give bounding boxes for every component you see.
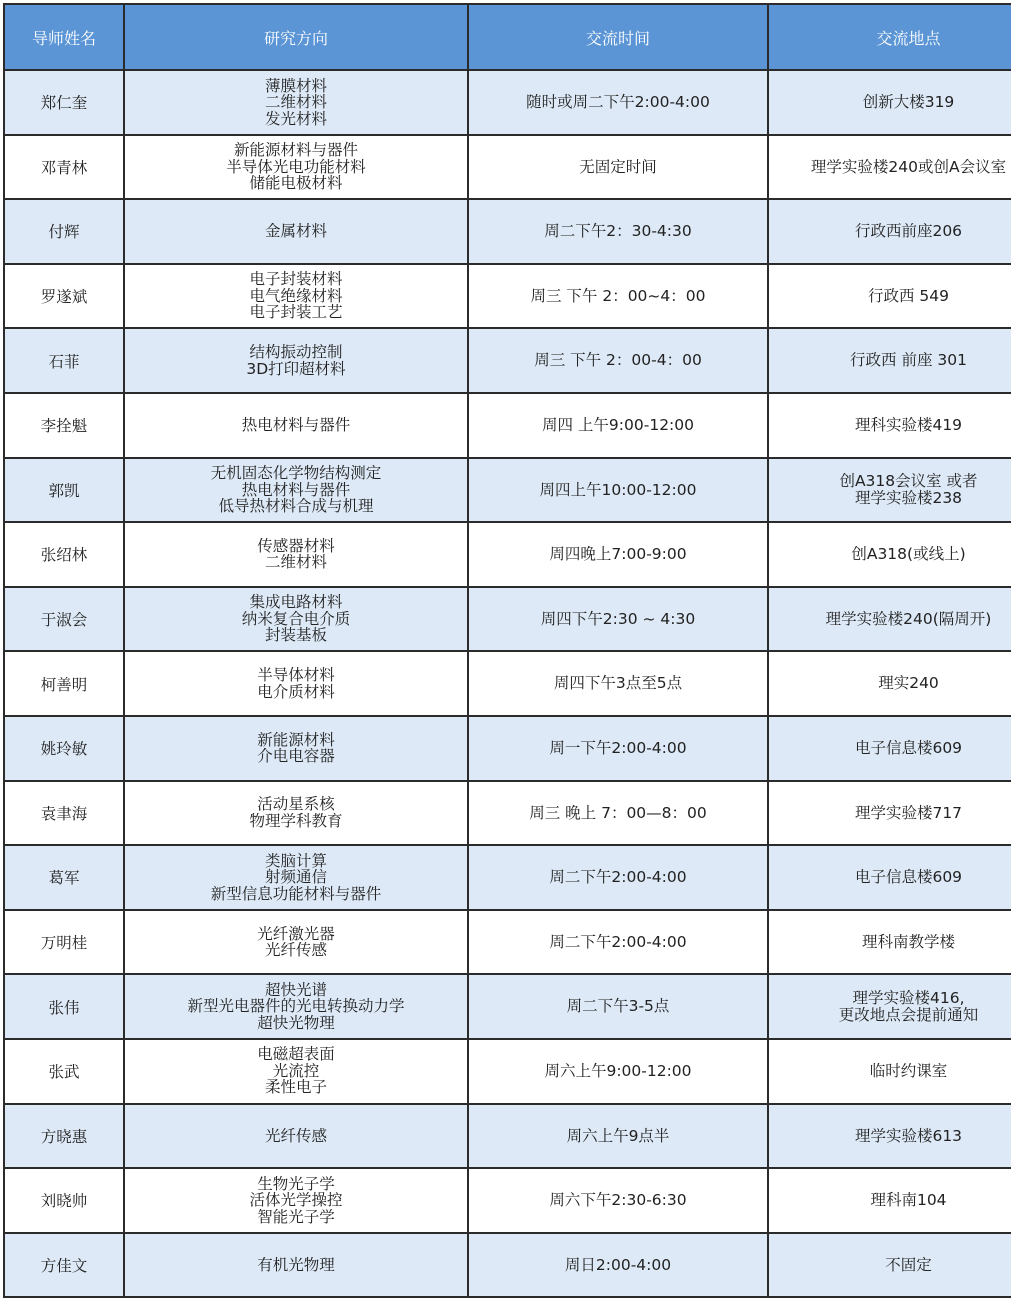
- advisor-name-cell: 袁聿海: [4, 781, 124, 846]
- meeting-place-cell-lines: [773, 1128, 1011, 1145]
- meeting-place-cell: [768, 781, 1011, 846]
- research-field-line: 超快光物理: [257, 1013, 335, 1032]
- research-field-cell: [124, 974, 468, 1039]
- research-field-line: 类脑计算: [264, 851, 327, 870]
- research-field-line: 智能光子学: [257, 1207, 335, 1226]
- research-field-cell-lines: [129, 796, 463, 829]
- meeting-time-line: 随时或周二下午2:00-4:00: [526, 93, 710, 112]
- meeting-place-line: 电子信息楼609: [854, 738, 963, 757]
- research-field-cell: [124, 522, 468, 587]
- research-field-cell-lines: [129, 344, 463, 377]
- meeting-time-line: 周一下午2:00-4:00: [549, 738, 687, 757]
- research-field-line: 集成电路材料: [249, 593, 343, 612]
- advisor-name-cell: 姚玲敏: [4, 716, 124, 781]
- meeting-time-cell-lines: [473, 1128, 763, 1145]
- meeting-place-cell-lines: [773, 159, 1011, 176]
- meeting-time-line: 周六下午2:30-6:30: [549, 1191, 687, 1210]
- meeting-place-cell-lines: [773, 417, 1011, 434]
- advisor-name-cell: 方晓惠: [4, 1104, 124, 1169]
- research-field-line: 薄膜材料: [264, 76, 327, 95]
- table-row: [4, 974, 1011, 1039]
- research-field-line: 超快光谱: [264, 980, 327, 999]
- meeting-place-line: 理学实验楼240或创A会议室: [810, 157, 1007, 176]
- meeting-time-cell: [468, 522, 768, 587]
- meeting-place-cell: [768, 974, 1011, 1039]
- meeting-place-cell: [768, 328, 1011, 393]
- meeting-time-line: 周四下午2:30 ~ 4:30: [540, 609, 696, 628]
- research-field-cell-lines: [129, 594, 463, 644]
- advisor-name-cell: 郑仁奎: [4, 70, 124, 135]
- advisor-name-cell: 张绍林: [4, 522, 124, 587]
- research-field-cell-lines: [129, 1176, 463, 1226]
- meeting-time-cell: [468, 1039, 768, 1104]
- advisor-name-cell: 张武: [4, 1039, 124, 1104]
- advisor-name-cell: 李拴魁: [4, 393, 124, 458]
- research-field-line: 新能源材料与器件: [233, 141, 358, 160]
- research-field-cell-lines: [129, 853, 463, 903]
- advisor-name-cell: 郭凯: [4, 458, 124, 523]
- table-body: [4, 70, 1011, 1297]
- meeting-time-line: 周四上午10:00-12:00: [539, 480, 697, 499]
- table-row: [4, 910, 1011, 975]
- meeting-place-cell-lines: [773, 1257, 1011, 1274]
- research-field-cell-lines: [129, 667, 463, 700]
- research-field-cell-lines: [129, 1046, 463, 1096]
- research-field-cell: [124, 910, 468, 975]
- meeting-time-line: 周日2:00-4:00: [564, 1255, 672, 1274]
- meeting-place-cell: [768, 910, 1011, 975]
- research-field-line: 电气绝缘材料: [249, 286, 343, 305]
- meeting-time-cell: [468, 328, 768, 393]
- meeting-time-line: 周四晚上7:00-9:00: [549, 545, 687, 564]
- meeting-place-cell: [768, 1168, 1011, 1233]
- meeting-place-line: 理学实验楼416,: [852, 989, 965, 1008]
- meeting-place-cell: [768, 70, 1011, 135]
- research-field-line: 光纤传感: [264, 941, 327, 960]
- meeting-time-line: 周二下午2:00-4:00: [549, 868, 687, 887]
- meeting-place-cell: [768, 1039, 1011, 1104]
- meeting-place-line: 创新大楼319: [862, 93, 955, 112]
- meeting-time-cell: [468, 845, 768, 910]
- meeting-time-line: 周六上午9:00-12:00: [544, 1061, 692, 1080]
- research-field-cell: [124, 1104, 468, 1169]
- meeting-time-line: 周四 上午9:00-12:00: [542, 416, 694, 435]
- meeting-time-cell: [468, 781, 768, 846]
- table-row: [4, 264, 1011, 329]
- meeting-time-line: 周六上午9点半: [566, 1126, 670, 1145]
- research-field-line: 活动星系核: [257, 795, 335, 814]
- meeting-time-cell-lines: [473, 94, 763, 111]
- meeting-place-cell: [768, 716, 1011, 781]
- meeting-place-line: 理科实验楼419: [854, 416, 963, 435]
- research-field-line: 光纤传感: [264, 1126, 327, 1145]
- research-field-cell: [124, 458, 468, 523]
- table-row: [4, 1168, 1011, 1233]
- meeting-time-line: 周二下午2：30-4:30: [544, 222, 692, 241]
- research-field-line: 新型光电器件的光电转换动力学: [187, 997, 405, 1016]
- meeting-time-cell-lines: [473, 352, 763, 369]
- meeting-time-cell: [468, 974, 768, 1039]
- table-row: [4, 135, 1011, 200]
- table-row: [4, 1039, 1011, 1104]
- research-field-line: 纳米复合电介质: [241, 609, 351, 628]
- research-field-line: 电介质材料: [257, 682, 335, 701]
- research-field-cell-lines: [129, 142, 463, 192]
- schedule-table: [3, 3, 1011, 1298]
- research-field-line: 二维材料: [264, 553, 327, 572]
- research-field-cell: [124, 1168, 468, 1233]
- research-field-cell: [124, 716, 468, 781]
- meeting-time-cell-lines: [473, 611, 763, 628]
- meeting-place-line: 行政西前座206: [854, 222, 963, 241]
- research-field-cell-lines: [129, 982, 463, 1032]
- meeting-place-line: 理学实验楼240(隔周开): [825, 609, 992, 628]
- table-row: [4, 458, 1011, 523]
- research-field-cell-lines: [129, 732, 463, 765]
- table-row: [4, 651, 1011, 716]
- meeting-time-cell-lines: [473, 998, 763, 1015]
- research-field-cell-lines: [129, 465, 463, 515]
- research-field-cell: [124, 1039, 468, 1104]
- table-row: [4, 781, 1011, 846]
- meeting-time-cell: [468, 1233, 768, 1298]
- research-field-cell: [124, 587, 468, 652]
- research-field-line: 二维材料: [264, 93, 327, 112]
- meeting-place-cell: [768, 393, 1011, 458]
- research-field-cell: [124, 393, 468, 458]
- meeting-time-cell-lines: [473, 288, 763, 305]
- meeting-place-cell-lines: [773, 611, 1011, 628]
- meeting-place-cell-lines: [773, 675, 1011, 692]
- meeting-time-line: 周四下午3点至5点: [553, 674, 683, 693]
- table-row: [4, 1104, 1011, 1169]
- table-row: [4, 393, 1011, 458]
- meeting-place-cell-lines: [773, 288, 1011, 305]
- advisor-name-cell: 付辉: [4, 199, 124, 264]
- research-field-line: 物理学科教育: [249, 811, 343, 830]
- header-meeting-time: 交流时间: [468, 4, 768, 70]
- table-row: [4, 587, 1011, 652]
- table-row: [4, 328, 1011, 393]
- advisor-name-cell: 万明桂: [4, 910, 124, 975]
- meeting-time-cell: [468, 199, 768, 264]
- meeting-time-cell-lines: [473, 1192, 763, 1209]
- research-field-line: 封装基板: [264, 626, 327, 645]
- research-field-cell-lines: [129, 1257, 463, 1274]
- meeting-place-cell-lines: [773, 1192, 1011, 1209]
- research-field-line: 半导体材料: [257, 666, 335, 685]
- research-field-line: 储能电极材料: [249, 174, 343, 193]
- meeting-time-line: 周三 下午 2：00-4：00: [534, 351, 702, 370]
- meeting-place-cell: [768, 1233, 1011, 1298]
- meeting-time-cell: [468, 651, 768, 716]
- research-field-line: 3D打印超材料: [246, 359, 346, 378]
- research-field-line: 无机固态化学物结构测定: [210, 464, 382, 483]
- meeting-time-line: 周二下午3-5点: [566, 997, 670, 1016]
- meeting-place-line: 创A318会议室 或者: [839, 472, 978, 491]
- meeting-place-cell: [768, 587, 1011, 652]
- research-field-line: 光纤激光器: [257, 924, 335, 943]
- meeting-place-cell: [768, 264, 1011, 329]
- meeting-place-cell-lines: [773, 869, 1011, 886]
- meeting-place-cell-lines: [773, 94, 1011, 111]
- research-field-cell: [124, 70, 468, 135]
- meeting-time-cell: [468, 1168, 768, 1233]
- meeting-place-cell: [768, 845, 1011, 910]
- meeting-time-cell: [468, 393, 768, 458]
- meeting-time-cell: [468, 264, 768, 329]
- meeting-place-line: 理学实验楼238: [854, 488, 963, 507]
- research-field-cell: [124, 651, 468, 716]
- research-field-line: 电磁超表面: [257, 1045, 335, 1064]
- meeting-place-line: 不固定: [885, 1255, 932, 1274]
- meeting-place-cell-lines: [773, 740, 1011, 757]
- advisor-name-cell: 邓青林: [4, 135, 124, 200]
- meeting-time-line: 无固定时间: [579, 157, 657, 176]
- research-field-line: 有机光物理: [257, 1255, 335, 1274]
- research-field-line: 活体光学操控: [249, 1191, 343, 1210]
- meeting-place-cell: [768, 458, 1011, 523]
- research-field-cell-lines: [129, 1128, 463, 1145]
- meeting-place-line: 行政西 前座 301: [850, 351, 967, 370]
- research-field-line: 金属材料: [264, 222, 327, 241]
- research-field-cell: [124, 199, 468, 264]
- meeting-place-line: 临时约课室: [869, 1061, 948, 1080]
- meeting-time-line: 周二下午2:00-4:00: [549, 932, 687, 951]
- meeting-time-cell-lines: [473, 159, 763, 176]
- meeting-place-line: 理科南104: [870, 1191, 947, 1210]
- research-field-cell: [124, 264, 468, 329]
- meeting-place-line: 电子信息楼609: [854, 868, 963, 887]
- advisor-name-cell: 葛军: [4, 845, 124, 910]
- meeting-place-line: 理学实验楼717: [854, 803, 963, 822]
- research-field-line: 光流控: [272, 1061, 320, 1080]
- header-meeting-place: 交流地点: [768, 4, 1011, 70]
- meeting-place-cell: [768, 651, 1011, 716]
- meeting-time-cell-lines: [473, 934, 763, 951]
- advisor-name-cell: 石菲: [4, 328, 124, 393]
- meeting-time-cell-lines: [473, 223, 763, 240]
- advisor-name-cell: 罗遂斌: [4, 264, 124, 329]
- meeting-time-cell: [468, 587, 768, 652]
- meeting-place-cell: [768, 199, 1011, 264]
- meeting-place-cell-lines: [773, 805, 1011, 822]
- meeting-place-cell-lines: [773, 990, 1011, 1023]
- advisor-name-cell: 刘晓帅: [4, 1168, 124, 1233]
- research-field-cell: [124, 328, 468, 393]
- meeting-time-cell: [468, 458, 768, 523]
- meeting-place-cell-lines: [773, 473, 1011, 506]
- research-field-cell-lines: [129, 271, 463, 321]
- meeting-time-cell-lines: [473, 417, 763, 434]
- header-advisor-name: 导师姓名: [4, 4, 124, 70]
- meeting-time-cell-lines: [473, 1257, 763, 1274]
- research-field-line: 热电材料与器件: [241, 416, 351, 435]
- research-field-line: 发光材料: [264, 109, 327, 128]
- research-field-line: 传感器材料: [257, 536, 335, 555]
- advisor-name-cell: 于淑会: [4, 587, 124, 652]
- meeting-time-cell-lines: [473, 675, 763, 692]
- research-field-cell-lines: [129, 926, 463, 959]
- table-row: [4, 70, 1011, 135]
- research-field-cell-lines: [129, 78, 463, 128]
- meeting-time-cell-lines: [473, 869, 763, 886]
- advisor-name-cell: 张伟: [4, 974, 124, 1039]
- table-row: [4, 845, 1011, 910]
- research-field-line: 新能源材料: [257, 730, 335, 749]
- meeting-place-cell: [768, 522, 1011, 587]
- meeting-place-line: 行政西 549: [867, 286, 949, 305]
- meeting-time-cell-lines: [473, 546, 763, 563]
- research-field-line: 结构振动控制: [249, 343, 343, 362]
- meeting-place-cell-lines: [773, 1063, 1011, 1080]
- meeting-place-cell-lines: [773, 546, 1011, 563]
- meeting-place-line: 理实240: [878, 674, 939, 693]
- research-field-line: 柔性电子: [264, 1078, 327, 1097]
- advisor-name-cell: 柯善明: [4, 651, 124, 716]
- research-field-line: 电子封装材料: [249, 270, 343, 289]
- meeting-time-cell: [468, 716, 768, 781]
- meeting-place-line: 理学实验楼613: [854, 1126, 963, 1145]
- research-field-cell: [124, 845, 468, 910]
- meeting-place-cell-lines: [773, 352, 1011, 369]
- research-field-line: 新型信息功能材料与器件: [210, 884, 382, 903]
- meeting-time-cell-lines: [473, 740, 763, 757]
- meeting-time-cell-lines: [473, 482, 763, 499]
- research-field-line: 射频通信: [264, 868, 327, 887]
- meeting-place-line: 创A318(或线上): [851, 545, 966, 564]
- research-field-cell-lines: [129, 417, 463, 434]
- meeting-time-line: 周三 晚上 7：00—8：00: [529, 803, 707, 822]
- meeting-time-cell: [468, 1104, 768, 1169]
- table-row: [4, 522, 1011, 587]
- research-field-cell: [124, 135, 468, 200]
- research-field-line: 半导体光电功能材料: [226, 157, 366, 176]
- meeting-time-cell-lines: [473, 805, 763, 822]
- header-row: [4, 4, 1011, 70]
- research-field-cell: [124, 781, 468, 846]
- research-field-line: 介电电容器: [257, 747, 335, 766]
- meeting-time-cell-lines: [473, 1063, 763, 1080]
- research-field-line: 电子封装工艺: [249, 303, 343, 322]
- research-field-line: 生物光子学: [257, 1174, 335, 1193]
- meeting-place-cell: [768, 135, 1011, 200]
- meeting-place-cell-lines: [773, 223, 1011, 240]
- advisor-name-cell: 方佳文: [4, 1233, 124, 1298]
- meeting-place-line: 理科南教学楼: [861, 932, 955, 951]
- meeting-place-cell: [768, 1104, 1011, 1169]
- research-field-line: 热电材料与器件: [241, 480, 351, 499]
- table-row: [4, 1233, 1011, 1298]
- table-row: [4, 199, 1011, 264]
- meeting-place-cell-lines: [773, 934, 1011, 951]
- meeting-time-cell: [468, 910, 768, 975]
- research-field-cell-lines: [129, 538, 463, 571]
- table-row: [4, 716, 1011, 781]
- meeting-time-cell: [468, 135, 768, 200]
- research-field-cell: [124, 1233, 468, 1298]
- research-field-cell-lines: [129, 223, 463, 240]
- meeting-place-line: 更改地点会提前通知: [838, 1005, 979, 1024]
- research-field-line: 低导热材料合成与机理: [218, 497, 374, 516]
- meeting-time-line: 周三 下午 2：00~4：00: [530, 286, 706, 305]
- header-research-field: 研究方向: [124, 4, 468, 70]
- meeting-time-cell: [468, 70, 768, 135]
